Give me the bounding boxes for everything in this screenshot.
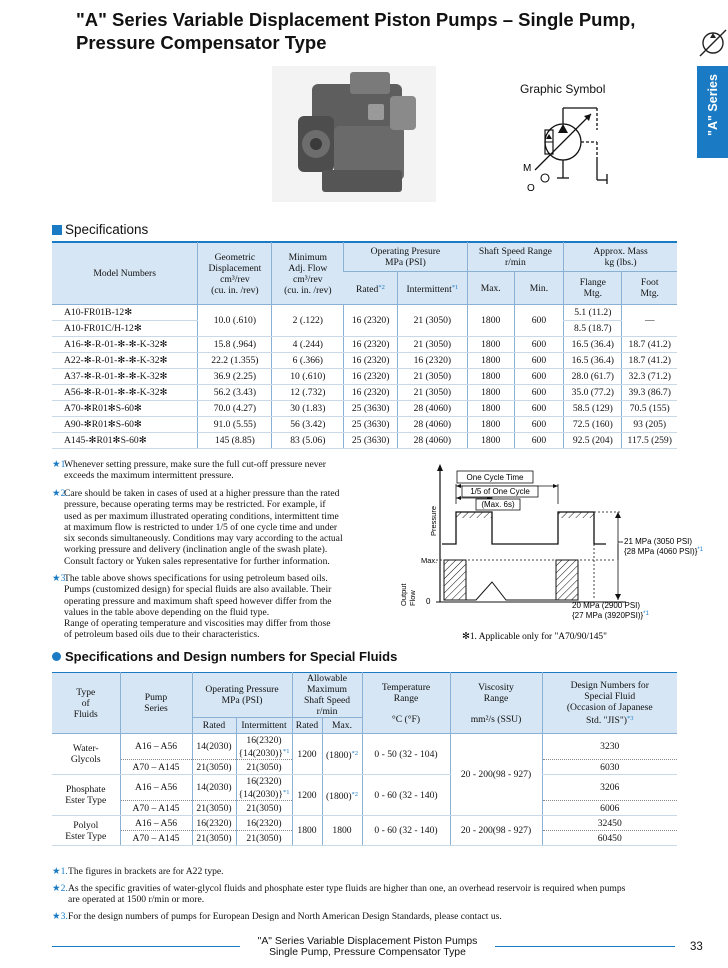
bottom-note-2: ★2. As the specific gravities of water-glycol fluids and phosphate ester type fluids are higher than one, an overhead reservoir is required when pumps are operated at 1500 r/min or more. — [52, 883, 626, 906]
header-geometric: Geometric Displacement cm³/rev (cu. in. /rev) — [198, 243, 272, 305]
table-row: A70 – A145 21(3050) 21(3050) 6006 — [52, 801, 677, 816]
header-min-flow: Minimum Adj. Flow cm³/rev (cu. in. /rev) — [272, 243, 344, 305]
series-side-tab: "A" Series — [697, 66, 728, 158]
header-max: Max. — [467, 272, 514, 305]
note-2: ★2. Care should be taken in cases of used at a higher pressure than the rated pressure, because operating terms may be restricted. For example, if used as per maximum illustrated operating conditions, intermittent time at maximum flow is restricted to under 1/5 of one cycle time and under six seconds simultaneously. Conditions may vary according to the actual working pressure and delivery (inclination angle of the swash plate). Consult factory or Yuken sales representative for further information. — [52, 488, 343, 567]
max-flow-label: Max. — [421, 556, 438, 565]
header-model: Model Numbers — [52, 243, 198, 305]
page-title: "A" Series Variable Displacement Piston Pumps – Single Pump, Pressure Compensator Type — [76, 9, 636, 53]
header-min: Min. — [514, 272, 563, 305]
page-number: 33 — [690, 941, 703, 953]
note-1: ★1. Whenever setting pressure, make sure the full cut-off pressure never exceeds the maximum intermittent pressure. — [52, 459, 326, 482]
header-mass: Approx. Mass kg (lbs.) — [564, 243, 677, 272]
max-time-label: (Max. 6s) — [481, 500, 515, 509]
table-row: A10-FR01B-12✻ 10.0 (.610) 2 (.122) 16 (2320) 21 (3050) 1800 600 5.1 (11.2) — — [52, 305, 677, 321]
table-row: A70 – A145 21(3050) 21(3050) 6030 — [52, 760, 677, 775]
table-row: Polyol Ester Type A16 – A56 16(2320) 16(2320) 1800 1800 0 - 60 (32 - 140) 20 - 200(98 - 927) 32450 — [52, 816, 677, 831]
graphic-symbol-diagram — [505, 100, 615, 195]
section-square-icon — [52, 225, 62, 235]
pump-symbol-icon — [698, 26, 728, 60]
pressure-axis-label: Pressure — [429, 505, 438, 536]
table-row: A90-✻R01✻S-60✻ 91.0 (5.55) 56 (3.42) 25 (3630) 28 (4060) 1800 600 72.5 (160) 93 (205) — [52, 417, 677, 433]
fifth-cycle-label: 1/5 of One Cycle — [470, 487, 530, 496]
chart-footnote: ✻1. Applicable only for "A70/90/145" — [462, 632, 607, 642]
low-pressure-label: 20 MPa (2900 PSI) — [572, 601, 641, 610]
header-rated: Rated$^{*2}$ — [344, 272, 398, 305]
bottom-note-3: ★3. For the design numbers of pumps for European Design and North American Design Standards, please contact us. — [52, 911, 502, 922]
high-pressure-alt-label: {28 MPa (4060 PSI)}$^{*1}$ — [624, 547, 704, 556]
low-pressure-alt-label: {27 MPa (3920PSI)}$^{*1}$ — [572, 611, 649, 620]
origin-label: 0 — [426, 597, 431, 606]
specifications-heading: Specifications — [52, 222, 148, 237]
table-row: A70 – A145 21(3050) 21(3050) 60450 — [52, 831, 677, 846]
bottom-note-1: ★1. The figures in brackets are for A22 type. — [52, 866, 224, 877]
table-row: A37-✻-R-01-✻-✻-K-32✻ 36.9 (2.25) 10 (.610) 16 (2320) 21 (3050) 1800 600 28.0 (61.7) 32.3 (71.2) — [52, 369, 677, 385]
table-row: A70-✻R01✻S-60✻ 70.0 (4.27) 30 (1.83) 25 (3630) 28 (4060) 1800 600 58.5 (129) 70.5 (155) — [52, 401, 677, 417]
footer-rule-left — [52, 946, 240, 947]
note-3: ★3. The table above shows specifications for using petroleum based oils. Pumps (customized design) for special fluids are also available. Their operating pressure and maximum shaft speed however differ from the values in the table above depending on the fluid type. Range of operating temperature and viscosities may differ from those of petroleum based oils due to their characteristics. — [52, 573, 332, 641]
table-row: Phosphate Ester Type A16 – A56 14(2030) 16(2320) $\{14(2030)\}^{*1}$ 1200 $(1800)^{*2}$ 0 - 60 (32 - 140) 3206 — [52, 775, 677, 801]
footer-rule-right — [495, 946, 675, 947]
footer-title: "A" Series Variable Displacement Piston Pumps Single Pump, Pressure Compensator Type — [257, 936, 478, 958]
graphic-symbol-label: Graphic Symbol — [520, 82, 606, 96]
pump-photo — [272, 66, 436, 202]
outlet-label: O — [527, 183, 535, 194]
output-label: Output — [399, 583, 408, 606]
header-foot: Foot Mtg. — [622, 272, 677, 305]
high-pressure-label: 21 MPa (3050 PSI) — [624, 537, 693, 546]
flow-label: Flow — [408, 590, 417, 606]
motor-label: M — [523, 163, 532, 174]
operating-cycle-diagram — [396, 464, 704, 644]
header-operating-pressure: Operating Presure MPa (PSI) — [344, 243, 467, 272]
header-flange: Flange Mtg. — [564, 272, 622, 305]
table-row: A16-✻-R-01-✻-✻-K-32✻ 15.8 (.964) 4 (.244) 16 (2320) 21 (3050) 1800 600 16.5 (36.4) 18.7 (41.2) — [52, 337, 677, 353]
table-row: A22-✻-R-01-✻-✻-K-32✻ 22.2 (1.355) 6 (.366) 16 (2320) 16 (2320) 1800 600 16.5 (36.4) 18.7 (41.2) — [52, 353, 677, 369]
special-fluids-heading: Specifications and Design numbers for Special Fluids — [52, 649, 397, 664]
table-row: A56-✻-R-01-✻-✻-K-32✻ 56.2 (3.43) 12 (.732) 16 (2320) 21 (3050) 1800 600 35.0 (77.2) 39.3 (86.7) — [52, 385, 677, 401]
table-row: A145-✻R01✻S-60✻ 145 (8.85) 83 (5.06) 25 (3630) 28 (4060) 1800 600 92.5 (204) 117.5 (259) — [52, 433, 677, 449]
header-shaft-speed: Shaft Speed Range r/min — [467, 243, 563, 272]
table-row: A10-FR01C/H-12✻ 8.5 (18.7) — [52, 321, 677, 337]
section-bullet-icon — [52, 652, 61, 661]
table-row: Water- Glycols A16 – A56 14(2030) 16(2320) $\{14(2030)\}^{*1}$ 1200 $(1800)^{*2}$ 0 - 50 (32 - 104) 20 - 200(98 - 927) 3230 — [52, 734, 677, 760]
header-intermittent: Intermittent$^{*1}$ — [398, 272, 468, 305]
one-cycle-label: One Cycle Time — [466, 473, 524, 482]
special-fluids-table: Type of Fluids Pump Series Operating Pressure MPa (PSI) Allowable Maximum Shaft Speed r/min Temperature Range °C (°F) Viscosity Range mm²/s (SSU) Design Numbers for Special Fluid (Occasion of Japanese Std. "JIS")$^{*3}$ Rated Intermittent Rated Max. Water- Glycols A16 – A56 14(2030) 16(2320) $\{14(2030)\}^{*1}$ 1200 $(1800)^{*2}$ 0 - 50 (32 - 104) 20 - 200(98 - 927) 3230 A70 – A145 21(3050) 21(3050) 6030 Phosphate Ester Type A16 – A56 14(2030) 16(2320) $\{14(2030)\}^{*1}$ 1200 $(1800)^{*2}$ 0 - 60 (32 - 140) 3206 A70 – A145 21(3050) 21(3050) 6006 Polyol Ester Type A16 – A56 16(2320) 16(2320) 1800 1800 0 - 60 (32 - 140) 20 - 200(98 - 927) 32450 A70 – A145 21(3050) 21(3050) 60450 — [52, 672, 677, 846]
specifications-table — [52, 242, 677, 449]
